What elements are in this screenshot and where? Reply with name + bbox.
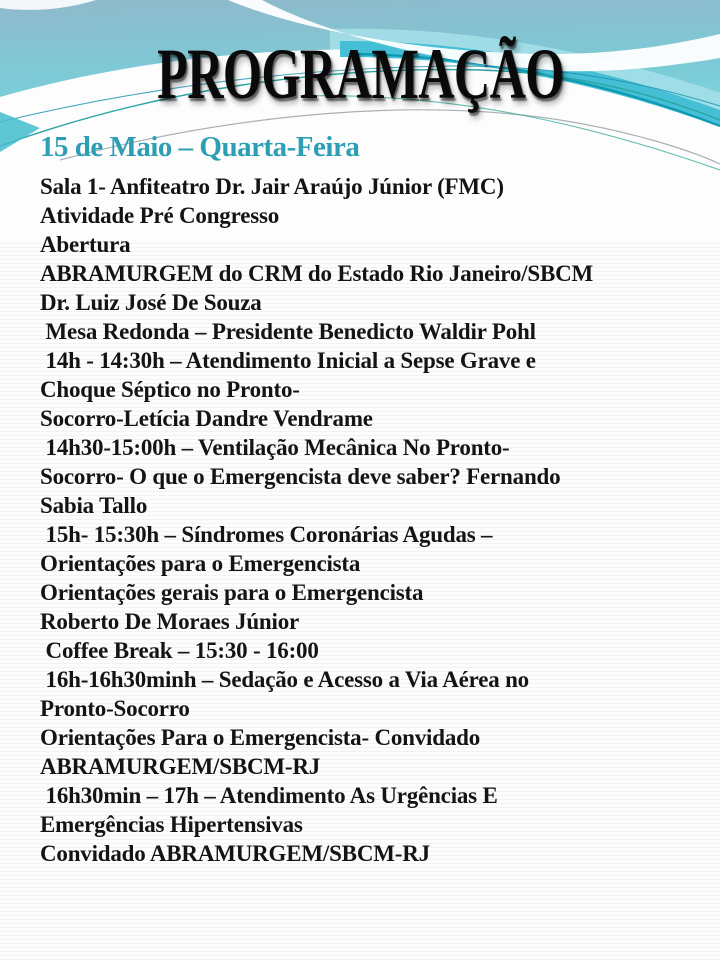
schedule-line: Orientações Para o Emergencista- Convidado [40, 725, 481, 750]
schedule-line: 16h-16h30minh – Sedação e Acesso a Via Aérea no [40, 667, 529, 692]
schedule-line: Orientações gerais para o Emergencista [40, 580, 424, 605]
schedule-line: Sala 1- Anfiteatro Dr. Jair Araújo Júnior (FMC) [40, 174, 504, 199]
schedule-line: Orientações para o Emergencista [40, 551, 361, 576]
schedule-line: 16h30min – 17h – Atendimento As Urgências E [40, 783, 498, 808]
schedule-line: Convidado ABRAMURGEM/SBCM-RJ [40, 841, 430, 866]
schedule-line: Coffee Break – 15:30 - 16:00 [40, 638, 319, 663]
schedule-line: 14h30-15:00h – Ventilação Mecânica No Pronto- [40, 435, 510, 460]
schedule-line: Atividade Pré Congresso [40, 203, 280, 228]
schedule-line: Sabia Tallo [40, 493, 148, 518]
schedule-line: Pronto-Socorro [40, 696, 190, 721]
schedule-line: Roberto De Moraes Júnior [40, 609, 300, 634]
schedule-line: Dr. Luiz José De Souza [40, 290, 262, 315]
date-heading: 15 de Maio – Quarta-Feira [40, 131, 360, 163]
schedule-line: ABRAMURGEM/SBCM-RJ [40, 754, 321, 779]
schedule-line: Abertura [40, 232, 131, 257]
slide-title-text: PROGRAMAÇÃO [156, 34, 564, 114]
schedule-line: 15h- 15:30h – Síndromes Coronárias Agudas – [40, 522, 493, 547]
schedule-line: Choque Séptico no Pronto- [40, 377, 300, 402]
schedule-line: Socorro- O que o Emergencista deve saber? Fernando [40, 464, 561, 489]
schedule-content [40, 133, 692, 868]
schedule-line: Socorro-Letícia Dandre Vendrame [40, 406, 373, 431]
schedule-line: ABRAMURGEM do CRM do Estado Rio Janeiro/SBCM [40, 261, 594, 286]
schedule-line: Emergências Hipertensivas [40, 812, 303, 837]
schedule-line: 14h - 14:30h – Atendimento Inicial a Sepse Grave e [40, 348, 536, 373]
schedule-line: Mesa Redonda – Presidente Benedicto Waldir Pohl [40, 319, 536, 344]
